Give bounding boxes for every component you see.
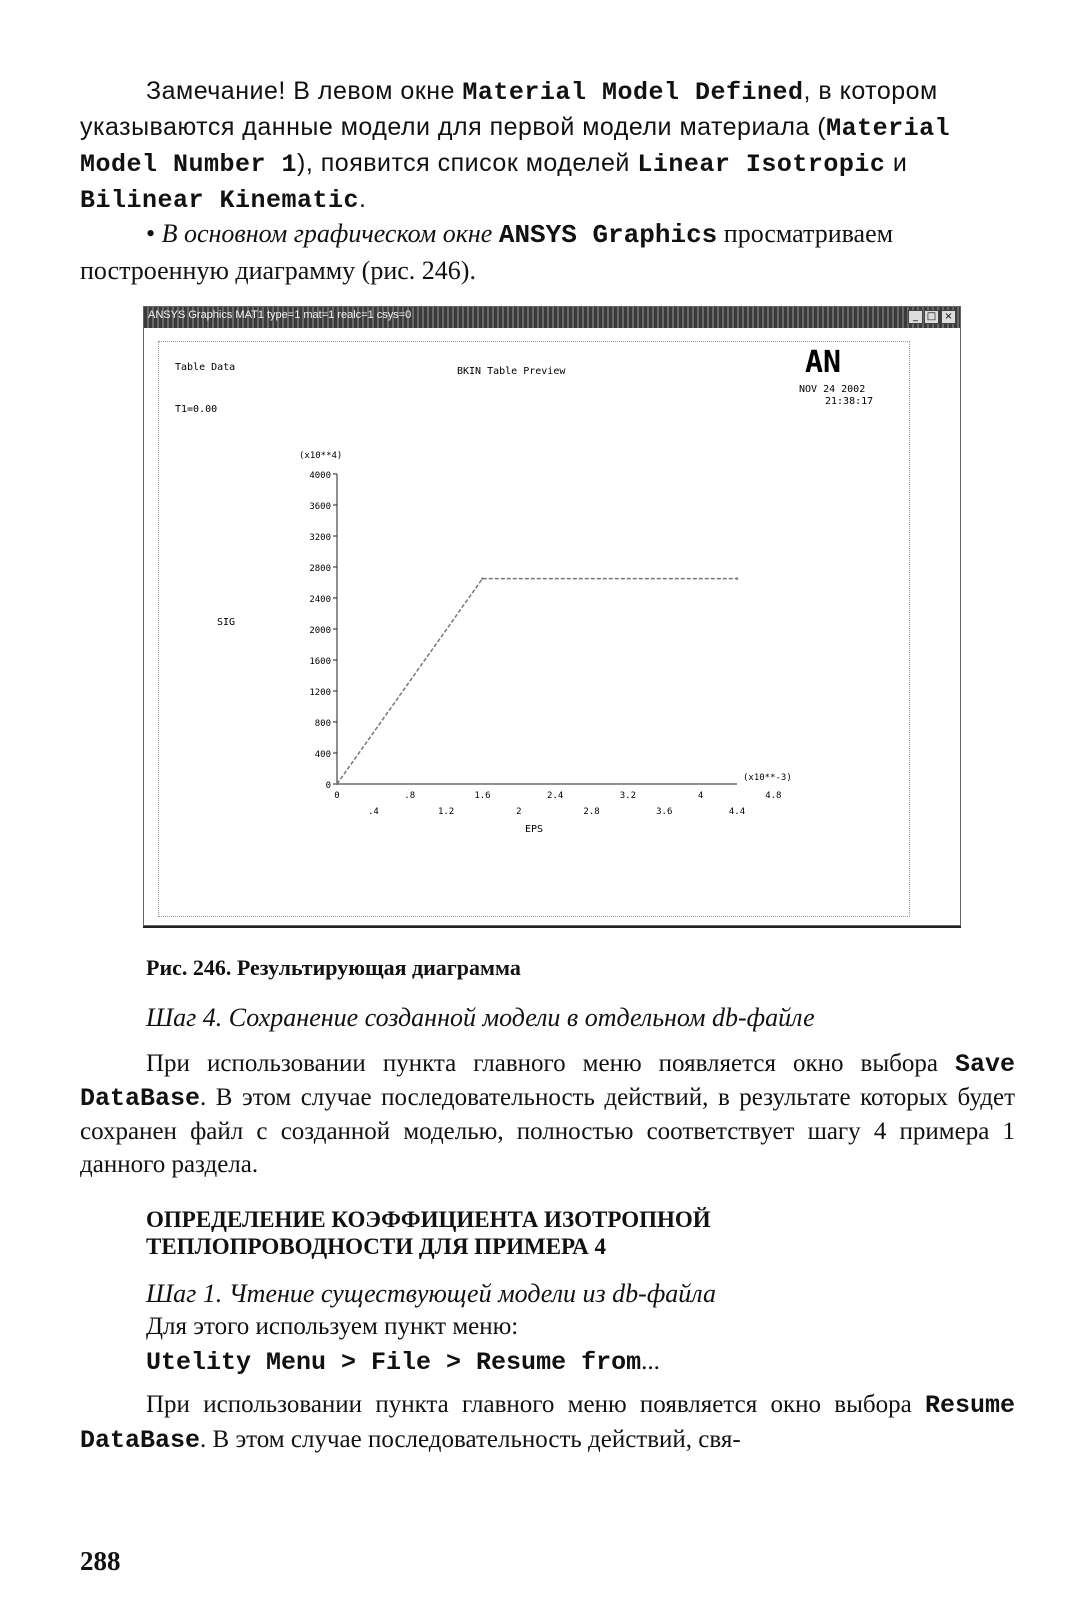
resume-text: При использовании пункта главного меню появляется окно выбора <box>146 1391 925 1418</box>
y-tick-label: 1200 <box>309 688 331 698</box>
menu-path-code: Utelity Menu > File > Resume from <box>146 1348 642 1377</box>
x-tick-label: 1.6 <box>474 791 491 801</box>
note-text: , в котором указываются данные модели для первой модели материала ( <box>80 77 938 141</box>
save-paragraph <box>80 1047 1015 1181</box>
note-text: ), появится список моделей <box>297 149 638 177</box>
minimize-button[interactable]: _ <box>908 310 923 324</box>
window-title: ANSYS Graphics MAT1 type=1 mat=1 realc=1 csys=0 <box>148 309 412 321</box>
bullet-paragraph <box>80 216 1015 289</box>
x-tick-label: 0 <box>334 791 340 801</box>
code-resume-database: Resume DataBase <box>80 1391 1015 1455</box>
x-axis-label: EPS <box>525 824 544 835</box>
x-tick-label: 1.2 <box>437 807 455 817</box>
table-data-label: Table Data <box>175 362 236 373</box>
code-bilinear-kinematic: Bilinear Kinematic <box>80 186 360 215</box>
y-tick-label: 1600 <box>309 657 331 667</box>
resume-paragraph <box>80 1388 1015 1458</box>
note-text: Замечание! В левом окне <box>146 77 463 105</box>
menu-ellipsis: ... <box>641 1348 660 1375</box>
bullet-text-line2: построенную диаграмму (рис. 246). <box>80 256 476 285</box>
step1-heading: Шаг 1. Чтение существующей модели из db-файла <box>146 1279 716 1308</box>
y-tick-label: 2000 <box>309 626 331 636</box>
maximize-button[interactable]: □ <box>924 310 939 324</box>
menu-intro: Для этого используем пункт меню: <box>146 1313 519 1340</box>
table-sub-label: T1=0.00 <box>175 404 218 415</box>
resume-text: . В этом случае последовательность действий, свя- <box>200 1426 741 1453</box>
y-tick-label: 4000 <box>309 471 331 481</box>
x-tick-label: .4 <box>367 807 379 817</box>
y-tick-label: 800 <box>314 719 331 729</box>
x-tick-label: 4.8 <box>765 791 782 801</box>
code-linear-isotropic: Linear Isotropic <box>637 150 886 179</box>
series-point <box>336 783 338 785</box>
page-number: 288 <box>80 1546 121 1576</box>
step4-heading: Шаг 4. Сохранение созданной модели в отдельном db-файле <box>146 1003 815 1032</box>
code-ansys-graphics: ANSYS Graphics <box>498 220 718 250</box>
y-tick-label: 400 <box>314 750 331 760</box>
y-tick-label: 3600 <box>309 502 331 512</box>
figure-caption: Рис. 246. Результирующая диаграмма <box>146 955 521 980</box>
chart-title: BKIN Table Preview <box>457 366 566 377</box>
figure-rule <box>143 926 961 928</box>
x-multiplier: (x10**-3) <box>743 773 792 783</box>
close-button[interactable]: × <box>941 310 956 324</box>
bullet-text: В основном графическом окне <box>161 219 499 248</box>
note-text: и <box>885 149 908 177</box>
graphics-canvas <box>158 341 910 917</box>
series-point <box>736 577 738 579</box>
y-multiplier: (x10**4) <box>299 451 343 461</box>
x-tick-label: 3.6 <box>656 807 673 817</box>
ansys-logo: AN <box>805 345 842 380</box>
window-titlebar <box>144 307 960 328</box>
y-tick-label: 2400 <box>309 595 331 605</box>
series-line <box>337 579 737 784</box>
bkin-chart <box>159 342 909 916</box>
save-text: При использовании пункта главного меню появляется окно выбора <box>146 1050 955 1077</box>
x-tick-label: 4.4 <box>728 807 746 817</box>
x-tick-label: 2 <box>516 807 522 817</box>
x-tick-label: 4 <box>697 791 704 801</box>
save-text: . В этом случае последовательность действий, в результате которых будет сохранен файл с созданной моделью, полностью соответствует шагу 4 примера 1 данного раздела. <box>80 1084 1015 1178</box>
note-text: . <box>359 185 367 213</box>
section-heading-line2: ТЕПЛОПРОВОДНОСТИ ДЛЯ ПРИМЕРА 4 <box>146 1234 607 1259</box>
y-tick-label: 2800 <box>309 564 331 574</box>
y-tick-label: 0 <box>325 781 331 791</box>
code-material-model-defined: Material Model Defined <box>462 78 804 107</box>
x-tick-label: 3.2 <box>619 791 637 801</box>
section-heading-line1: ОПРЕДЕЛЕНИЕ КОЭФФИЦИЕНТА ИЗОТРОПНОЙ <box>146 1207 711 1232</box>
section-heading <box>146 1206 1006 1260</box>
plot-date: NOV 24 2002 <box>799 384 866 395</box>
series-point <box>481 577 483 579</box>
ansys-graphics-window <box>143 306 961 926</box>
code-material-model-number: Material Model Number 1 <box>80 114 951 179</box>
bullet-mark: • <box>146 219 156 248</box>
bullet-text: просматриваем <box>717 219 894 248</box>
x-tick-label: .8 <box>404 791 416 801</box>
x-tick-label: 2.4 <box>547 791 564 801</box>
note-paragraph <box>80 74 1015 218</box>
y-axis-label: SIG <box>217 617 236 628</box>
plot-time: 21:38:17 <box>825 396 874 407</box>
menu-path <box>146 1346 1026 1379</box>
code-save-database: Save DataBase <box>80 1050 1015 1113</box>
x-tick-label: 2.8 <box>583 807 600 817</box>
y-tick-label: 3200 <box>309 533 331 543</box>
